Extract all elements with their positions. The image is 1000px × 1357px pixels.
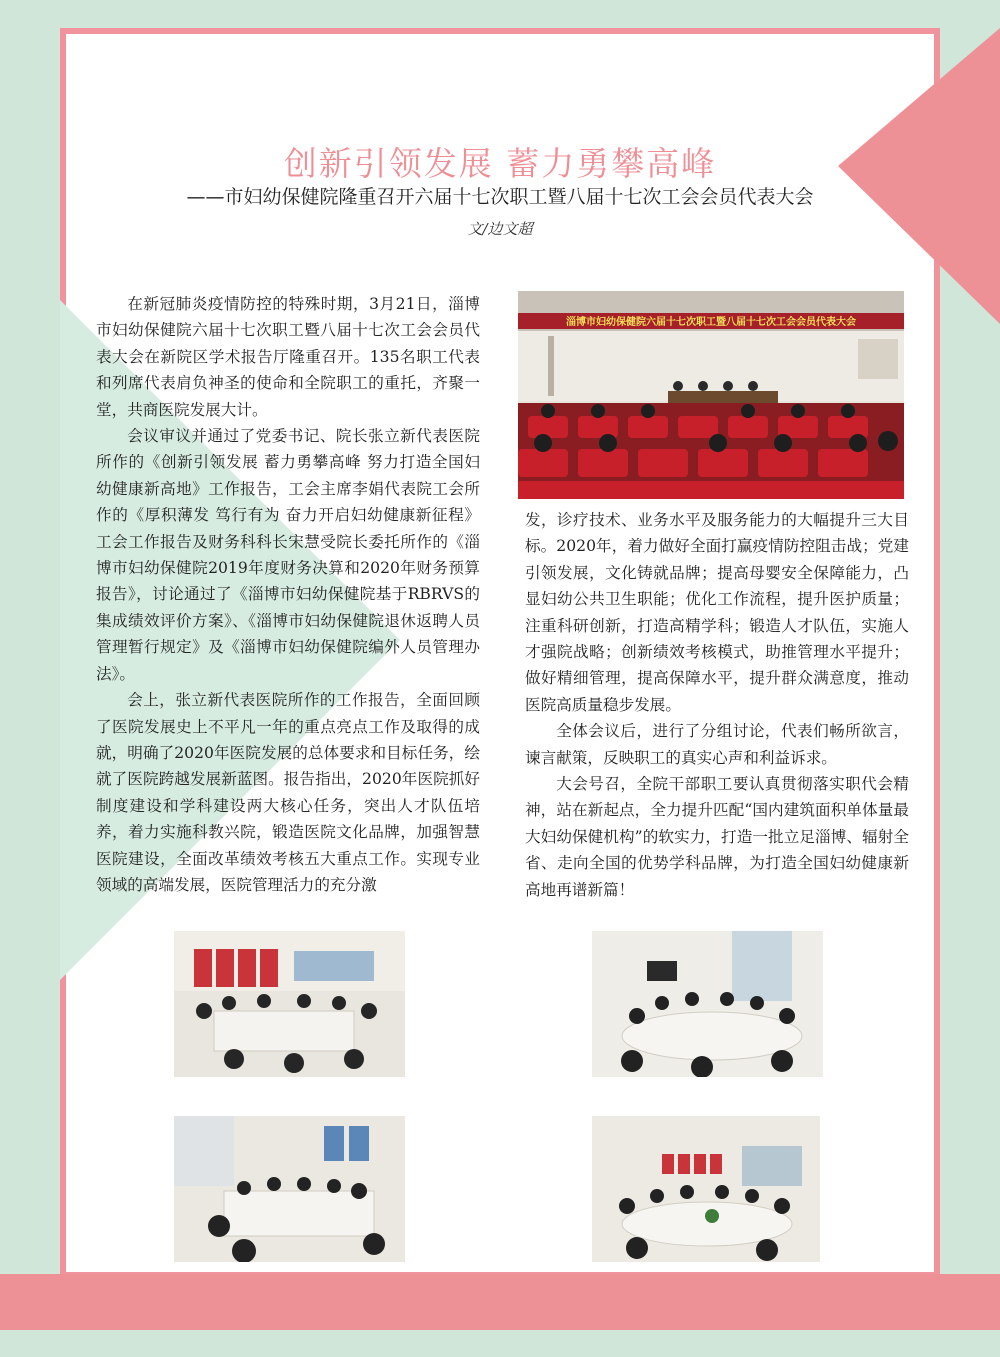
footer-mint	[0, 1330, 1000, 1357]
paragraph: 全体会议后，进行了分组讨论，代表们畅所欲言，谏言献策，反映职工的真实心声和利益诉求。	[525, 722, 909, 767]
paragraph: 会议审议并通过了党委书记、院长张立新代表医院所作的《创新引领发展 蓄力勇攀高峰 努力打造全国妇幼健康新高地》工作报告，工会主席李娟代表院工会所作的《厚积薄发 笃行有为 奋力开启妇幼健康新征程》工会工作报告及财务科科长宋慧受院长委托所作的《淄博市妇幼保健院2019年度财务决算和2020年财务预算报告》，讨论通过了《淄博市妇幼保健院基于RBRVS的集成绩效评价方案》、《淄博市妇幼保健院退休返聘人员管理暂行规定》及《淄博市妇幼保健院编外人员管理办法》。	[96, 427, 480, 683]
photo-group-discussion-2	[592, 931, 823, 1077]
body-column-left	[96, 291, 480, 898]
article-author: 文/边文超	[467, 220, 533, 238]
paragraph: 发，诊疗技术、业务水平及服务能力的大幅提升三大目标。2020年，着力做好全面打赢疫情防控阻击战；党建引领发展，文化铸就品牌；提高母婴安全保障能力，凸显妇幼公共卫生职能；优化工作流程，提升医护质量；注重科研创新，打造高精学科；锻造人才队伍，实施人才强院战略；创新绩效考核模式，助推管理水平提升；做好精细管理，提高保障水平，提升群众满意度，推动医院高质量稳步发展。	[525, 511, 909, 714]
photo-group-discussion-1	[174, 931, 405, 1077]
photo-group-discussion-3	[174, 1116, 405, 1262]
footer-band	[0, 1274, 1000, 1330]
photo-banner-text: 淄博市妇幼保健院六届十七次职工暨八届十七次工会会员代表大会	[566, 317, 856, 328]
paragraph: 会上，张立新代表医院所作的工作报告，全面回顾了医院发展史上不平凡一年的重点亮点工作及取得的成就，明确了2020年医院发展的总体要求和目标任务，绘就了医院跨越发展新蓝图。报告指出，2020年医院抓好制度建设和学科建设两大核心任务，突出人才队伍培养，着力实施科教兴院，锻造医院文化品牌，加强智慧医院建设，全面改革绩效考核五大重点工作。实现专业领域的高端发展，医院管理活力的充分激	[96, 691, 480, 894]
article-title: 创新引领发展 蓄力勇攀高峰	[283, 144, 717, 183]
paragraph: 在新冠肺炎疫情防控的特殊时期，3月21日，淄博市妇幼保健院六届十七次职工暨八届十七次工会会员代表大会在新院区学术报告厅隆重召开。135名职工代表和列席代表肩负神圣的使命和全院职工的重托，齐聚一堂，共商医院发展大计。	[96, 295, 480, 419]
article-subtitle: ——市妇幼保健院隆重召开六届十七次职工暨八届十七次工会会员代表大会	[186, 186, 814, 208]
photo-group-discussion-4	[592, 1116, 820, 1262]
paragraph: 大会号召，全院干部职工要认真贯彻落实职代会精神，站在新起点，全力提升匹配“国内建筑面积单体量最大妇幼保健机构”的软实力，打造一批立足淄博、辐射全省、走向全国的优势学科品牌，为打造全国妇幼健康新高地再谱新篇！	[525, 775, 909, 899]
photo-main-hall	[518, 291, 904, 499]
body-column-right	[525, 507, 909, 903]
